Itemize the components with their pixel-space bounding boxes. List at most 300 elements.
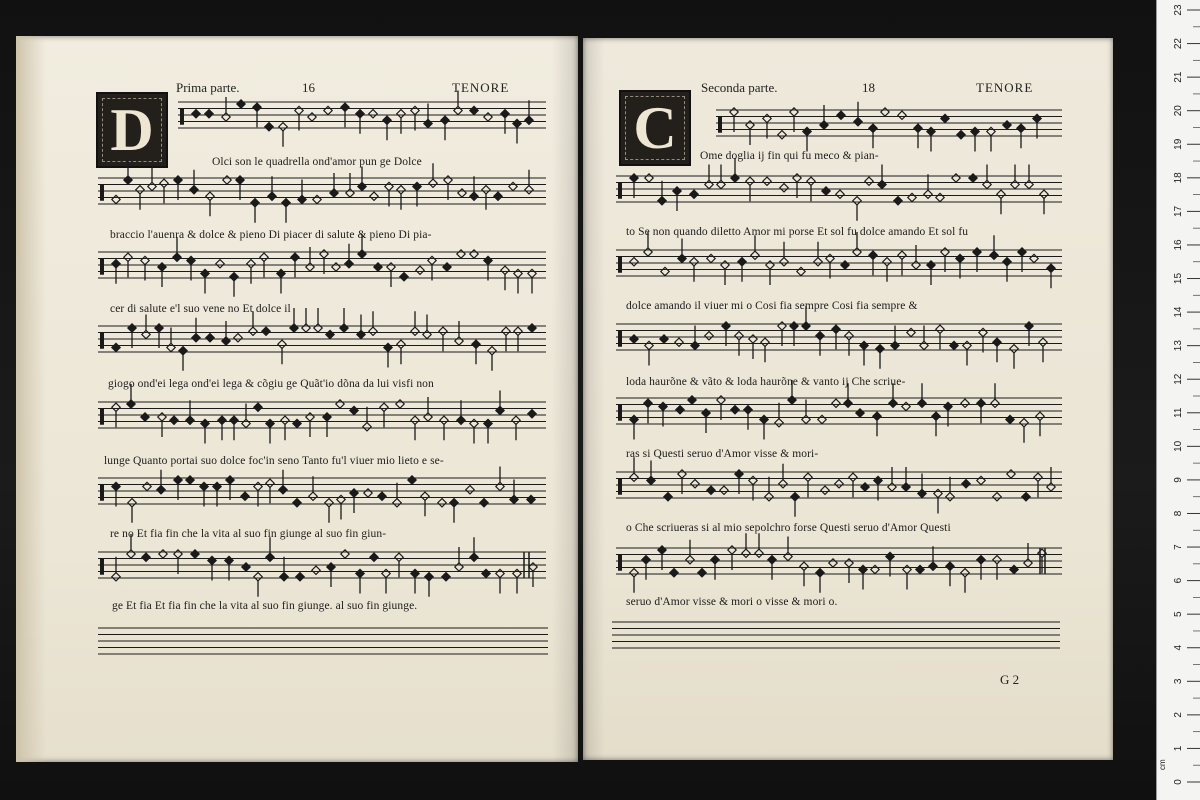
note-head: [528, 324, 536, 332]
note-head: [160, 179, 168, 187]
note-head: [645, 174, 653, 182]
note-head: [690, 258, 698, 266]
note-head: [302, 324, 310, 332]
note-head: [208, 556, 216, 564]
note-head: [411, 569, 419, 577]
note-head: [977, 399, 985, 407]
note-head: [501, 110, 509, 118]
note-head: [234, 334, 242, 342]
note-head: [1040, 190, 1048, 198]
note-head: [484, 113, 492, 121]
ruler-number: 4: [1173, 644, 1184, 651]
note-head: [443, 263, 451, 271]
decorated-initial: D: [96, 92, 168, 168]
note-head: [630, 174, 638, 182]
note-head: [356, 569, 364, 577]
clef: [618, 555, 622, 571]
note-head: [237, 100, 245, 108]
note-head: [385, 182, 393, 190]
note-head: [678, 470, 686, 478]
note-head: [918, 399, 926, 407]
note-head: [254, 482, 262, 490]
note-head: [903, 565, 911, 573]
note-head: [141, 413, 149, 421]
note-head: [457, 250, 465, 258]
note-head: [298, 195, 306, 203]
note-head: [428, 256, 436, 264]
note-head: [991, 399, 999, 407]
note-head: [664, 493, 672, 501]
note-head: [717, 180, 725, 188]
note-head: [424, 119, 432, 127]
note-head: [644, 399, 652, 407]
note-head: [496, 569, 504, 577]
note-head: [340, 324, 348, 332]
note-head: [707, 486, 715, 494]
ruler-number: 2: [1173, 712, 1184, 718]
note-head: [962, 480, 970, 488]
ruler-number: 10: [1173, 440, 1184, 452]
note-head: [898, 111, 906, 119]
note-head: [350, 489, 358, 497]
note-head: [440, 416, 448, 424]
note-head: [660, 335, 668, 343]
note-head: [630, 415, 638, 423]
note-head: [167, 343, 175, 351]
note-head: [800, 562, 808, 570]
note-head: [886, 552, 894, 560]
note-head: [142, 330, 150, 338]
note-head: [883, 258, 891, 266]
note-head: [242, 419, 250, 427]
ruler-number: 23: [1173, 4, 1184, 16]
note-head: [673, 187, 681, 195]
note-head: [936, 325, 944, 333]
note-head: [678, 254, 686, 262]
note-head: [222, 337, 230, 345]
clef: [180, 109, 184, 125]
note-head: [894, 197, 902, 205]
note-head: [888, 483, 896, 491]
note-head: [711, 556, 719, 564]
note-head: [190, 186, 198, 194]
note-head: [691, 480, 699, 488]
note-head: [845, 332, 853, 340]
note-head: [889, 399, 897, 407]
note-head: [807, 177, 815, 185]
note-head: [691, 341, 699, 349]
note-head: [816, 569, 824, 577]
lyric-line: Ome doglia ij fin qui fu meco & pian-: [700, 150, 879, 162]
note-head: [438, 499, 446, 507]
note-head: [226, 476, 234, 484]
note-head: [225, 556, 233, 564]
note-head: [675, 338, 683, 346]
note-head: [816, 332, 824, 340]
note-head: [112, 403, 120, 411]
note-head: [927, 127, 935, 135]
note-head: [1010, 345, 1018, 353]
note-head: [112, 343, 120, 351]
note-head: [873, 412, 881, 420]
note-head: [514, 327, 522, 335]
note-head: [941, 114, 949, 122]
note-head: [502, 327, 510, 335]
ruler-number: 21: [1173, 71, 1184, 83]
note-head: [916, 565, 924, 573]
note-head: [990, 251, 998, 259]
note-head: [705, 332, 713, 340]
note-head: [820, 121, 828, 129]
note-head: [306, 413, 314, 421]
note-head: [513, 119, 521, 127]
note-head: [721, 261, 729, 269]
note-head: [186, 416, 194, 424]
note-head: [112, 195, 120, 203]
note-head: [279, 123, 287, 131]
clef: [718, 117, 722, 133]
note-head: [932, 412, 940, 420]
note-head: [336, 400, 344, 408]
note-head: [494, 192, 502, 200]
note-head: [327, 563, 335, 571]
note-head: [174, 176, 182, 184]
note-head: [320, 250, 328, 258]
note-head: [346, 189, 354, 197]
note-head: [854, 118, 862, 126]
note-head: [393, 499, 401, 507]
note-head: [330, 189, 338, 197]
note-head: [341, 550, 349, 558]
note-head: [341, 103, 349, 111]
page-number: 16: [302, 80, 315, 95]
note-head: [265, 123, 273, 131]
note-head: [645, 341, 653, 349]
ruler-number: 6: [1173, 577, 1184, 584]
note-head: [705, 180, 713, 188]
note-head: [397, 110, 405, 118]
note-head: [907, 328, 915, 336]
note-head: [378, 492, 386, 500]
note-head: [509, 182, 517, 190]
note-head: [136, 186, 144, 194]
note-head: [496, 482, 504, 490]
note-head: [878, 180, 886, 188]
note-head: [1025, 322, 1033, 330]
note-head: [413, 182, 421, 190]
note-head: [658, 197, 666, 205]
note-head: [124, 253, 132, 261]
part-label: Prima parte.: [176, 80, 240, 95]
note-head: [439, 327, 447, 335]
note-head: [749, 476, 757, 484]
note-head: [1018, 248, 1026, 256]
ruler-number: 5: [1173, 611, 1184, 617]
note-head: [644, 248, 652, 256]
note-head: [956, 254, 964, 262]
note-head: [860, 341, 868, 349]
note-head: [397, 340, 405, 348]
note-head: [849, 473, 857, 481]
note-head: [290, 324, 298, 332]
clef: [100, 485, 104, 501]
lyric-line: seruo d'Amor visse & mori o visse & mori o.: [626, 596, 838, 608]
lyric-line: re no Et fia fin che la vita al suo fin giunge al suo fin giun-: [110, 528, 387, 540]
note-head: [480, 499, 488, 507]
note-head: [742, 549, 750, 557]
note-head: [277, 269, 285, 277]
note-head: [837, 111, 845, 119]
note-head: [768, 556, 776, 564]
note-head: [253, 103, 261, 111]
lyric-line: to Se non quando diletto Amor mi porse Et sol fu dolce amando Et sol fu: [626, 226, 969, 238]
note-head: [466, 486, 474, 494]
note-head: [306, 263, 314, 271]
note-head: [206, 192, 214, 200]
note-head: [323, 413, 331, 421]
note-head: [832, 325, 840, 333]
note-head: [735, 332, 743, 340]
note-head: [751, 251, 759, 259]
note-head: [527, 495, 535, 503]
note-head: [513, 569, 521, 577]
note-head: [514, 269, 522, 277]
note-head: [201, 269, 209, 277]
note-head: [946, 493, 954, 501]
ruler-number: 12: [1173, 373, 1184, 385]
note-head: [247, 260, 255, 268]
note-head: [790, 322, 798, 330]
note-head: [920, 341, 928, 349]
note-head: [510, 495, 518, 503]
lyric-line: lunge Quanto portai suo dolce foc'in seno Tanto fu'l viuer mio lieto e se-: [104, 455, 444, 467]
note-head: [241, 492, 249, 500]
note-head: [746, 177, 754, 185]
note-head: [735, 470, 743, 478]
note-head: [698, 569, 706, 577]
note-head: [941, 248, 949, 256]
note-head: [690, 190, 698, 198]
note-head: [200, 482, 208, 490]
note-head: [332, 263, 340, 271]
note-head: [187, 256, 195, 264]
note-head: [686, 556, 694, 564]
note-head: [472, 340, 480, 348]
ruler-number: 8: [1173, 510, 1184, 517]
note-head: [814, 258, 822, 266]
ruler-number: 11: [1173, 407, 1184, 418]
note-head: [128, 324, 136, 332]
note-head: [128, 499, 136, 507]
note-head: [1039, 338, 1047, 346]
measuring-ruler: [1156, 0, 1200, 800]
note-head: [112, 260, 120, 268]
note-head: [766, 261, 774, 269]
page-number: 18: [862, 80, 875, 95]
note-head: [845, 559, 853, 567]
note-head: [1034, 473, 1042, 481]
note-head: [1010, 565, 1018, 573]
note-head: [1022, 493, 1030, 501]
note-head: [380, 403, 388, 411]
note-head: [470, 419, 478, 427]
note-head: [205, 110, 213, 118]
note-head: [891, 341, 899, 349]
note-head: [702, 409, 710, 417]
note-head: [802, 415, 810, 423]
note-head: [865, 177, 873, 185]
note-head: [788, 396, 796, 404]
note-head: [411, 416, 419, 424]
note-head: [728, 546, 736, 554]
note-head: [993, 556, 1001, 564]
note-head: [384, 343, 392, 351]
note-head: [158, 263, 166, 271]
note-head: [658, 546, 666, 554]
note-head: [918, 489, 926, 497]
note-head: [983, 180, 991, 188]
note-head: [952, 174, 960, 182]
note-head: [429, 179, 437, 187]
note-head: [421, 492, 429, 500]
note-head: [731, 406, 739, 414]
note-head: [249, 327, 257, 335]
note-head: [971, 127, 979, 135]
lyric-line: Olci son le quadrella ond'amor pun ge Dolce: [212, 156, 422, 168]
note-head: [744, 406, 752, 414]
note-head: [387, 263, 395, 271]
note-head: [661, 267, 669, 275]
note-head: [912, 261, 920, 269]
note-head: [312, 566, 320, 574]
note-head: [470, 106, 478, 114]
note-head: [155, 324, 163, 332]
ruler-number: 9: [1173, 477, 1184, 483]
note-head: [961, 399, 969, 407]
note-head: [1006, 415, 1014, 423]
note-head: [278, 340, 286, 348]
note-head: [192, 334, 200, 342]
note-head: [765, 493, 773, 501]
note-head: [230, 273, 238, 281]
note-head: [458, 189, 466, 197]
note-head: [944, 402, 952, 410]
note-head: [325, 499, 333, 507]
note-head: [369, 327, 377, 335]
note-head: [779, 480, 787, 488]
note-head: [242, 563, 250, 571]
note-head: [676, 406, 684, 414]
note-head: [841, 261, 849, 269]
note-head: [201, 419, 209, 427]
clef: [618, 479, 622, 495]
note-head: [397, 186, 405, 194]
note-head: [987, 127, 995, 135]
note-head: [124, 176, 132, 184]
note-head: [395, 553, 403, 561]
note-head: [749, 335, 757, 343]
note-head: [170, 416, 178, 424]
note-head: [853, 248, 861, 256]
note-head: [268, 192, 276, 200]
note-head: [324, 106, 332, 114]
note-head: [424, 413, 432, 421]
note-head: [997, 190, 1005, 198]
ruler-number: 15: [1173, 272, 1184, 285]
note-head: [835, 480, 843, 488]
note-head: [159, 550, 167, 558]
note-head: [142, 553, 150, 561]
note-head: [859, 565, 867, 573]
voice-label: TENORE: [452, 80, 510, 95]
note-head: [260, 253, 268, 261]
note-head: [822, 187, 830, 195]
note-head: [216, 260, 224, 268]
note-head: [192, 110, 200, 118]
note-head: [1036, 412, 1044, 420]
note-head: [874, 476, 882, 484]
note-head: [262, 327, 270, 335]
note-head: [309, 492, 317, 500]
note-head: [946, 562, 954, 570]
note-head: [112, 482, 120, 490]
note-head: [957, 131, 965, 139]
note-head: [784, 552, 792, 560]
note-head: [525, 116, 533, 124]
note-head: [780, 184, 788, 192]
note-head: [979, 328, 987, 336]
note-head: [780, 258, 788, 266]
note-head: [345, 260, 353, 268]
note-head: [738, 258, 746, 266]
note-head: [279, 486, 287, 494]
note-head: [775, 419, 783, 427]
ruler-number: 22: [1173, 38, 1184, 50]
note-head: [790, 108, 798, 116]
note-head: [236, 176, 244, 184]
note-head: [993, 493, 1001, 501]
note-head: [950, 341, 958, 349]
note-head: [861, 483, 869, 491]
note-head: [778, 322, 786, 330]
note-head: [282, 199, 290, 207]
note-head: [755, 549, 763, 557]
note-head: [876, 345, 884, 353]
note-head: [337, 495, 345, 503]
note-head: [844, 399, 852, 407]
note-head: [470, 553, 478, 561]
note-head: [961, 569, 969, 577]
note-head: [441, 116, 449, 124]
note-head: [179, 347, 187, 355]
note-head: [444, 176, 452, 184]
note-head: [396, 400, 404, 408]
clef: [100, 559, 104, 575]
note-head: [761, 338, 769, 346]
clef: [618, 331, 622, 347]
ruler-number: 17: [1173, 205, 1184, 217]
lyric-line: dolce amando il viuer mi o Cosi fia sempre Cosi fia sempre &: [626, 300, 918, 312]
note-head: [630, 473, 638, 481]
note-head: [977, 476, 985, 484]
ruler-number: 13: [1173, 340, 1184, 352]
note-head: [902, 483, 910, 491]
note-head: [174, 476, 182, 484]
note-head: [470, 250, 478, 258]
note-head: [1003, 121, 1011, 129]
note-head: [871, 565, 879, 573]
clef: [618, 405, 622, 421]
